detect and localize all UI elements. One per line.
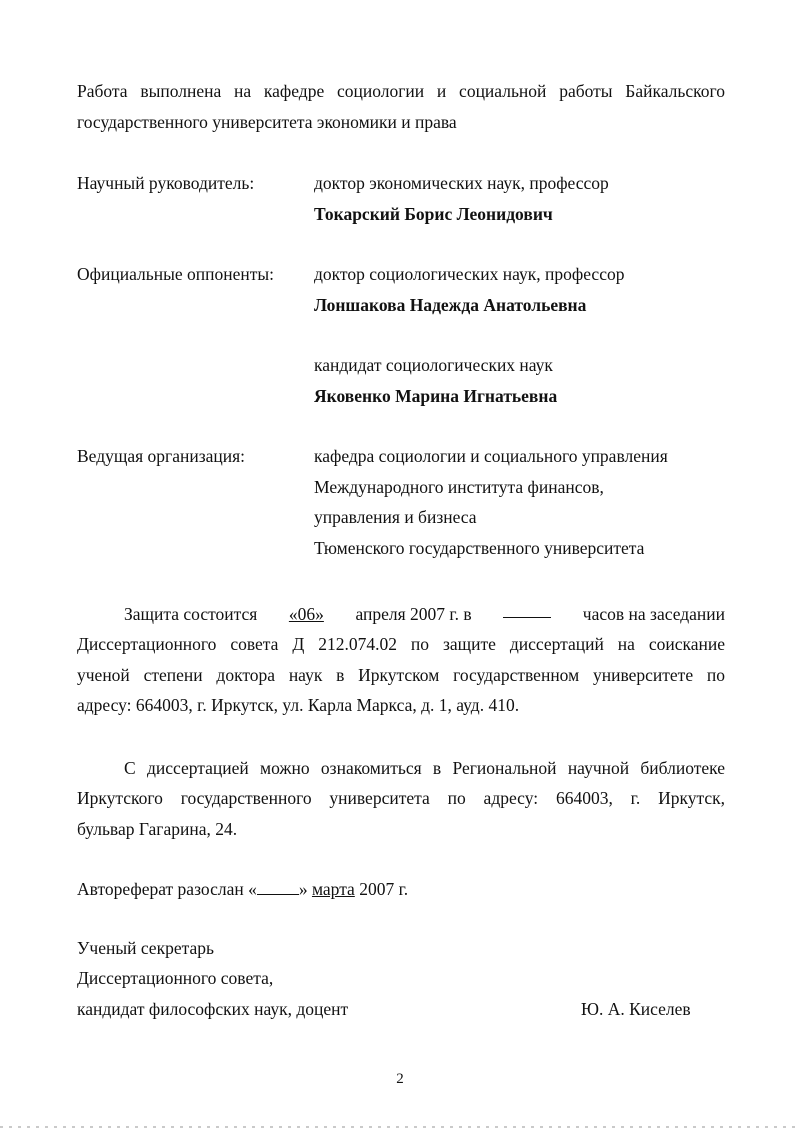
defense-text-c: часов на заседании — [582, 604, 725, 624]
mailing-prefix: Автореферат разослан « — [77, 879, 257, 899]
intro-line-1: Работа выполнена на кафедре социологии и социальной работы Байкальского — [77, 81, 725, 101]
mailing-suffix: 2007 г. — [359, 879, 409, 899]
lead-org-line-3: управления и бизнеса — [314, 507, 477, 527]
supervisor-degree: доктор экономических наук, профессор — [314, 173, 609, 193]
defense-line-1 — [124, 603, 725, 625]
opponent-1-name: Лоншакова Надежда Анатольевна — [314, 295, 587, 315]
lead-org-label: Ведущая организация: — [77, 446, 246, 466]
mailing-month: марта — [311, 879, 355, 899]
opponent-1-degree: доктор социологических наук, профессор — [314, 264, 625, 284]
defense-text-a: Защита состоится — [124, 604, 258, 624]
mailing-day-blank — [257, 880, 299, 895]
library-line-2: Иркутского государственного университета по адресу: 664003, г. Иркутск, — [77, 788, 725, 808]
supervisor-label: Научный руководитель: — [77, 173, 255, 193]
mailing-middle: » — [298, 879, 308, 899]
defense-text-b: апреля 2007 г. в — [355, 604, 472, 624]
library-line-3: бульвар Гагарина, 24. — [77, 819, 238, 839]
opponents-label: Официальные оппоненты: — [77, 264, 274, 284]
opponent-2-name: Яковенко Марина Игнатьевна — [314, 386, 558, 406]
page-number: 2 — [396, 1071, 404, 1087]
opponent-2-degree: кандидат социологических наук — [314, 355, 553, 375]
scan-edge-divider — [0, 1126, 800, 1128]
secretary-line-3: кандидат философских наук, доцент — [77, 999, 349, 1019]
lead-org-line-2: Международного института финансов, — [314, 477, 604, 497]
secretary-line-1: Ученый секретарь — [77, 938, 214, 958]
supervisor-name: Токарский Борис Леонидович — [314, 204, 553, 224]
secretary-line-2: Диссертационного совета, — [77, 968, 274, 988]
defense-line-3: ученой степени доктора наук в Иркутском государственном университете по — [77, 665, 725, 685]
defense-date: «06» — [288, 604, 324, 624]
mailing-line — [77, 878, 408, 900]
lead-org-line-4: Тюменского государственного университета — [314, 538, 645, 558]
lead-org-line-1: кафедра социологии и социального управления — [314, 446, 668, 466]
defense-line-4: адресу: 664003, г. Иркутск, ул. Карла Маркса, д. 1, ауд. 410. — [77, 695, 520, 715]
defense-hour-blank — [503, 603, 551, 618]
intro-line-2: государственного университета экономики и права — [77, 112, 457, 132]
library-line-1: С диссертацией можно ознакомиться в Региональной научной библиотеке — [124, 758, 725, 778]
defense-line-2: Диссертационного совета Д 212.074.02 по защите диссертаций на соискание — [77, 634, 725, 654]
secretary-name: Ю. А. Киселев — [581, 999, 691, 1019]
